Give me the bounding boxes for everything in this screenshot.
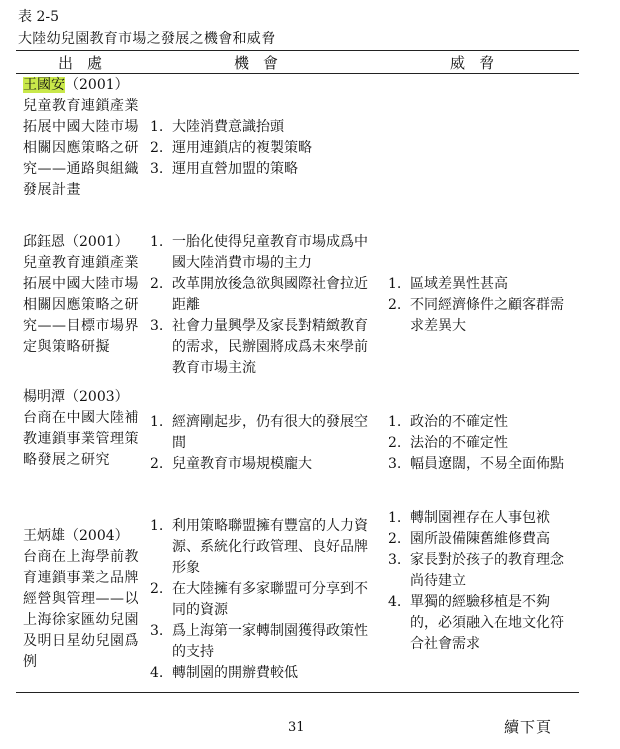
source-year: （2004） (65, 528, 129, 544)
list-item-number: 1. (150, 234, 164, 250)
opportunity-item (150, 516, 372, 579)
list-item-text: 社會力量興學及家長對精緻教育的需求，民辦園將成爲未來學前教育市場主流 (172, 318, 368, 376)
continued-label: 續下頁 (504, 718, 553, 736)
column-header-source: 出處 (58, 54, 117, 72)
list-item-text: 幅員遼闊，不易全面佈點 (410, 456, 564, 472)
source-title: 台商在上海學前教育連鎖事業之品牌經營與管理——以上海徐家匯幼兒園及明日星幼兒園爲例 (23, 549, 139, 670)
threat-item (388, 295, 574, 337)
table-top-rule (16, 50, 579, 51)
list-item-text: 單獨的經驗移植是不夠的，必須融入在地文化符合社會需求 (410, 594, 564, 652)
opportunity-item (150, 138, 372, 159)
list-item-number: 2. (150, 140, 164, 156)
table-header-rule (16, 73, 579, 74)
list-item-text: 政治的不確定性 (410, 414, 508, 430)
list-item-text: 家長對於孩子的教育理念尚待建立 (410, 552, 564, 589)
source-author: 王炳雄 (23, 528, 65, 544)
list-item-text: 一胎化使得兒童教育市場成爲中國大陸消費市場的主力 (172, 234, 368, 271)
list-item-text: 利用策略聯盟擁有豐富的人力資源、系統化行政管理、良好品牌形象 (172, 518, 368, 576)
list-item-number: 2. (388, 297, 402, 313)
list-item-number: 2. (388, 435, 402, 451)
threat-item (388, 274, 574, 295)
list-item-text: 區域差異性甚高 (410, 276, 508, 292)
list-item-text: 不同經濟條件之顧客群需求差異大 (410, 297, 564, 334)
threat-list (388, 274, 574, 337)
source-title: 台商在中國大陸補教連鎖事業管理策略發展之研究 (23, 410, 139, 468)
list-item-number: 1. (388, 510, 402, 526)
list-item-text: 運用連鎖店的複製策略 (172, 140, 312, 156)
table-bottom-rule (16, 692, 579, 693)
source-cell (23, 232, 145, 358)
opportunity-list (150, 516, 372, 684)
list-item-number: 1. (150, 119, 164, 135)
list-item-number: 4. (388, 594, 402, 610)
list-item-text: 爲上海第一家轉制園獲得政策性的支持 (172, 623, 368, 660)
page-number: 31 (288, 720, 305, 735)
threat-item (388, 592, 574, 655)
opportunity-item (150, 316, 372, 379)
source-cell (23, 75, 145, 201)
column-header-opportunity: 機會 (234, 54, 293, 72)
source-cell (23, 387, 145, 471)
list-item-number: 1. (388, 276, 402, 292)
list-item-text: 園所設備陳舊維修費高 (410, 531, 550, 547)
threat-item (388, 433, 574, 454)
list-item-text: 改革開放後急欲與國際社會拉近距離 (172, 276, 368, 313)
opportunity-item (150, 621, 372, 663)
opportunity-item (150, 663, 372, 684)
list-item-text: 轉制園的開辦費較低 (172, 665, 298, 681)
list-item-number: 2. (388, 531, 402, 547)
source-title: 兒童教育連鎖產業拓展中國大陸市場相關因應策略之研究——通路與組織發展計畫 (23, 98, 139, 198)
threat-item (388, 529, 574, 550)
threat-item (388, 508, 574, 529)
opportunity-item (150, 454, 372, 475)
list-item-number: 3. (150, 623, 164, 639)
list-item-number: 2. (150, 276, 164, 292)
list-item-text: 轉制園裡存在人事包袱 (410, 510, 550, 526)
table-title: 大陸幼兒園教育市場之發展之機會和威脅 (18, 31, 276, 47)
source-title: 兒童教育連鎖產業拓展中國大陸市場相關因應策略之研究——目標市場界定與策略研擬 (23, 255, 139, 355)
list-item-text: 兒童教育市場規模龐大 (172, 456, 312, 472)
source-author: 王國安 (23, 77, 65, 93)
list-item-text: 在大陸擁有多家聯盟可分享到不同的資源 (172, 581, 368, 618)
opportunity-item (150, 232, 372, 274)
list-item-number: 1. (150, 414, 164, 430)
list-item-number: 3. (150, 161, 164, 177)
opportunity-list (150, 117, 372, 180)
threat-item (388, 412, 574, 433)
source-cell (23, 526, 145, 673)
list-item-number: 3. (388, 456, 402, 472)
threat-list (388, 508, 574, 655)
threat-item (388, 550, 574, 592)
threat-list (388, 412, 574, 475)
source-year: （2001） (65, 77, 129, 93)
opportunity-item (150, 117, 372, 138)
list-item-text: 經濟剛起步，仍有很大的發展空間 (172, 414, 368, 451)
list-item-text: 大陸消費意識抬頭 (172, 119, 284, 135)
list-item-text: 運用直營加盟的策略 (172, 161, 298, 177)
column-header-threat: 威脅 (450, 54, 509, 72)
list-item-number: 4. (150, 665, 164, 681)
opportunity-list (150, 412, 372, 475)
list-item-text: 法治的不確定性 (410, 435, 508, 451)
source-year: （2001） (65, 234, 129, 250)
threat-item (388, 454, 574, 475)
table-label: 表 2-5 (18, 9, 59, 25)
opportunity-item (150, 274, 372, 316)
list-item-number: 1. (150, 518, 164, 534)
source-year: （2003） (65, 389, 129, 405)
opportunity-list (150, 232, 372, 379)
list-item-number: 2. (150, 581, 164, 597)
source-author: 楊明潭 (23, 389, 65, 405)
list-item-number: 3. (150, 318, 164, 334)
list-item-number: 1. (388, 414, 402, 430)
list-item-number: 3. (388, 552, 402, 568)
source-author: 邱鈺恩 (23, 234, 65, 250)
opportunity-item (150, 579, 372, 621)
opportunity-item (150, 412, 372, 454)
opportunity-item (150, 159, 372, 180)
list-item-number: 2. (150, 456, 164, 472)
